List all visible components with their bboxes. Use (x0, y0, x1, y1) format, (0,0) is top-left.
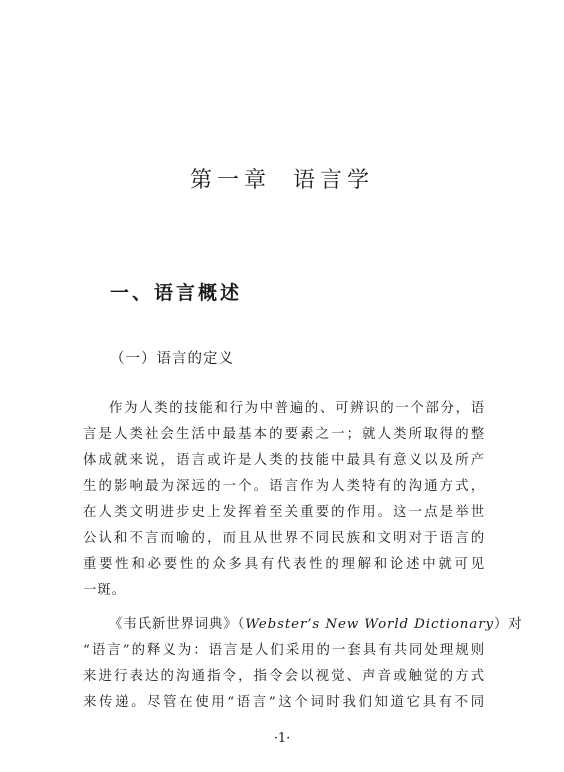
paragraph-line: 生的影响最为深远的一个。语言作为人类特有的沟通方式， (83, 479, 485, 494)
subsection-heading: （一）语言的定义 (110, 351, 234, 367)
paragraph-line: 公认和不言而喻的，而且从世界不同民族和文明对于语言的 (83, 531, 485, 546)
paragraph-line: 重要性和必要性的众多具有代表性的理解和论述中就可见 (83, 557, 485, 572)
paragraph-line: 来传递。尽管在使用“语言”这个词时我们知道它具有不同 (83, 695, 485, 710)
dictionary-title-tail: ）对 (493, 617, 523, 632)
chapter-title (0, 166, 564, 196)
chapter-label: 第一章 (189, 168, 271, 193)
section-heading: 一、语言概述 (110, 282, 243, 304)
paragraph-1 (83, 396, 485, 604)
paragraph-line-mixed (83, 612, 523, 638)
chapter-name: 语言学 (293, 168, 375, 193)
dictionary-title-en: Webster’s New World Dictionary (245, 617, 494, 632)
paragraph-line: 体成就来说，语言或许是人类的技能中最具有意义以及所产 (83, 453, 485, 468)
paragraph-line: 作为人类的技能和行为中普遍的、可辨识的一个部分，语 (109, 401, 485, 416)
dictionary-title-cn: 《韦氏新世界词典》（ (109, 617, 246, 632)
paragraph-line: 来进行表达的沟通指令，指令会以视觉、声音或触觉的方式 (83, 669, 485, 684)
paragraph-line: 在人类文明进步史上发挥着至关重要的作用。这一点是举世 (83, 505, 485, 520)
paragraph-2 (83, 612, 523, 716)
paragraph-line: “语言”的释义为：语言是人们采用的一套具有共同处理规则 (83, 643, 485, 658)
paragraph-line: 言是人类社会生活中最基本的要素之一；就人类所取得的整 (83, 427, 485, 442)
page-number: ·1· (273, 731, 291, 746)
paragraph-line: 一斑。 (83, 583, 126, 598)
